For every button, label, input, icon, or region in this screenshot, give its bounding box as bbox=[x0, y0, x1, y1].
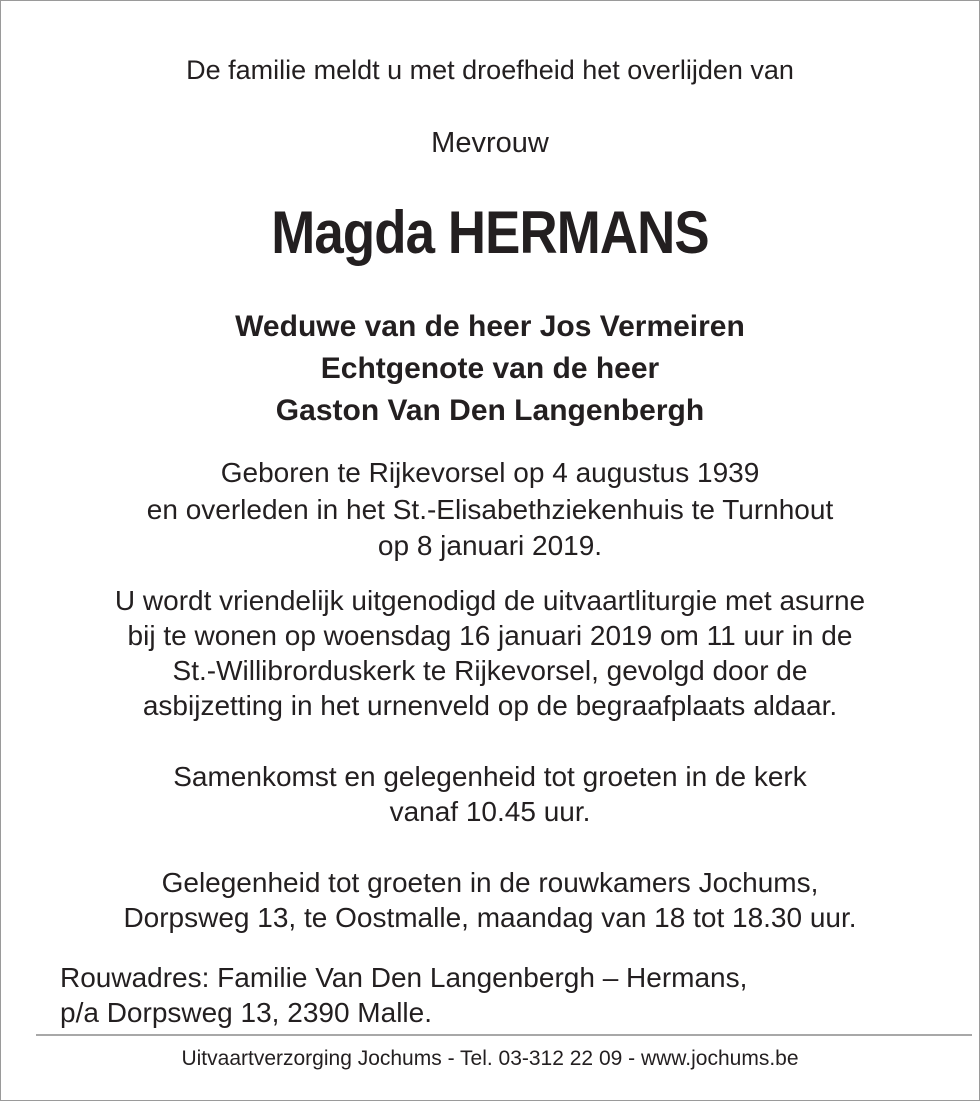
invitation-line: U wordt vriendelijk uitgenodigd de uitvaartliturgie met asurne bbox=[114, 585, 866, 616]
salutation: Mevrouw bbox=[431, 127, 549, 159]
invitation-line: asbijzetting in het urnenveld op de begraafplaats aldaar. bbox=[142, 690, 838, 721]
birth-death-line: Geboren te Rijkevorsel op 4 augustus 1939 bbox=[220, 457, 760, 488]
gathering-line: vanaf 10.45 uur. bbox=[389, 796, 591, 827]
relation-line: Echtgenote van de heer bbox=[320, 352, 660, 385]
address-line: Rouwadres: Familie Van Den Langenbergh – Hermans, bbox=[60, 962, 748, 993]
relation-line: Weduwe van de heer Jos Vermeiren bbox=[235, 310, 745, 343]
address-line: p/a Dorpsweg 13, 2390 Malle. bbox=[60, 997, 432, 1028]
visitation-line: Gelegenheid tot groeten in de rouwkamers Jochums, bbox=[161, 867, 819, 898]
footer-divider bbox=[36, 1034, 972, 1036]
gathering-line: Samenkomst en gelegenheid tot groeten in de kerk bbox=[173, 761, 807, 792]
footer-text: Uitvaartverzorging Jochums - Tel. 03-312 22 09 - www.jochums.be bbox=[181, 1047, 799, 1070]
birth-death-line: op 8 januari 2019. bbox=[377, 530, 603, 561]
invitation-line: bij te wonen op woensdag 16 januari 2019 om 11 uur in de bbox=[127, 620, 853, 651]
relation-line: Gaston Van Den Langenbergh bbox=[275, 394, 705, 427]
deceased-name: Magda HERMANS bbox=[271, 199, 709, 266]
invitation-line: St.-Willibrorduskerk te Rijkevorsel, gevolgd door de bbox=[172, 655, 808, 686]
intro-text: De familie meldt u met droefheid het overlijden van bbox=[186, 55, 794, 85]
birth-death-line: en overleden in het St.-Elisabethziekenhuis te Turnhout bbox=[146, 494, 834, 525]
visitation-line: Dorpsweg 13, te Oostmalle, maandag van 18 tot 18.30 uur. bbox=[123, 902, 857, 933]
